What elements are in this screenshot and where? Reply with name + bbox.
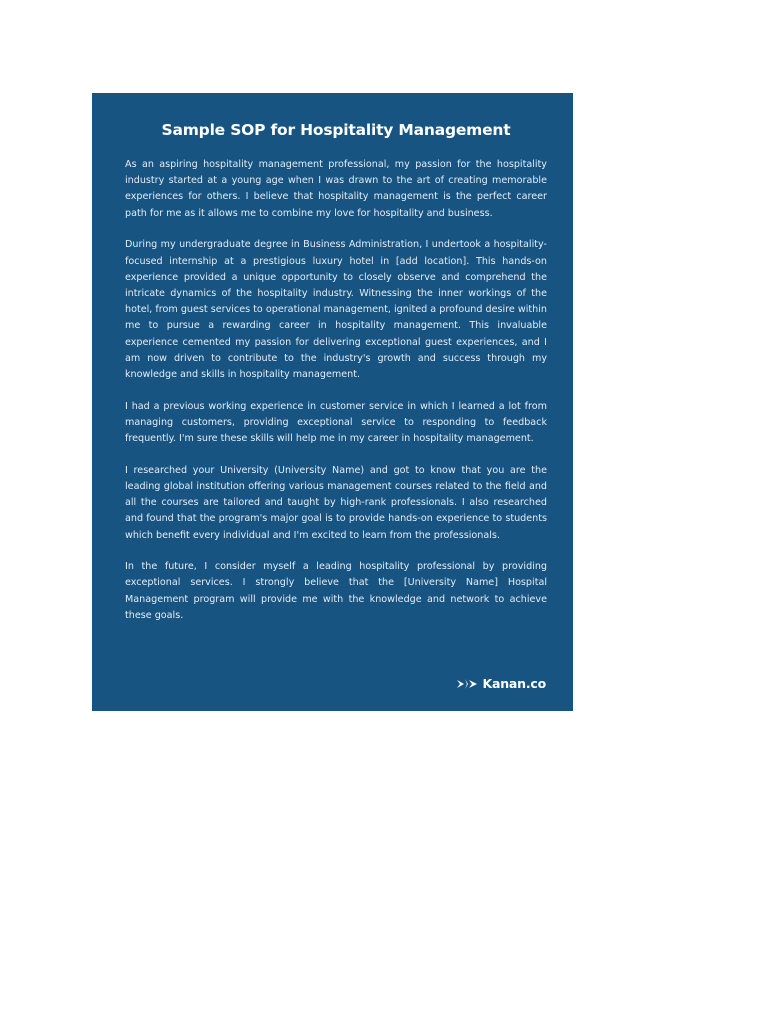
kanan-logo-icon xyxy=(456,678,478,690)
document-title: Sample SOP for Hospitality Management xyxy=(161,121,511,139)
sop-card xyxy=(92,93,573,711)
brand-logo xyxy=(456,676,546,691)
paragraph-4: I researched your University (University Name) and got to know that you are the leading global institution offering various management courses related to the field and all the courses are tailored and taught by high-rank professionals. I also researched and found that the program's major goal is to provide hands-on experience to students which benefit every individual and I'm excited to learn from the professionals. xyxy=(125,464,547,541)
paragraph-2: During my undergraduate degree in Business Administration, I undertook a hospitality-focused internship at a prestigious luxury hotel in [add location]. This hands-on experience provided a unique opportunity to closely observe and comprehend the intricate dynamics of the hospitality industry. Witnessing the inner workings of the hotel, from guest services to operational management, ignited a profound desire within me to pursue a rewarding career in hospitality management. This invaluable experience cemented my passion for delivering exceptional guest experiences, and I am now driven to contribute to the industry's growth and success through my knowledge and skills in hospitality management. xyxy=(125,239,547,380)
paragraph-1: As an aspiring hospitality management professional, my passion for the hospitality industry started at a young age when I was drawn to the art of creating memorable experiences for others. I believe that hospitality management is the perfect career path for me as it allows me to combine my love for hospitality and business. xyxy=(125,159,547,219)
paragraph-3: I had a previous working experience in customer service in which I learned a lot from managing customers, providing exceptional service to responding to feedback frequently. I'm sure these skills will help me in my career in hospitality management. xyxy=(125,400,547,445)
paragraph-5: In the future, I consider myself a leading hospitality professional by providing exceptional services. I strongly believe that the [University Name] Hospital Management program will provide me with the knowledge and network to achieve these goals. xyxy=(125,561,547,621)
brand-name: Kanan.co xyxy=(482,676,546,691)
